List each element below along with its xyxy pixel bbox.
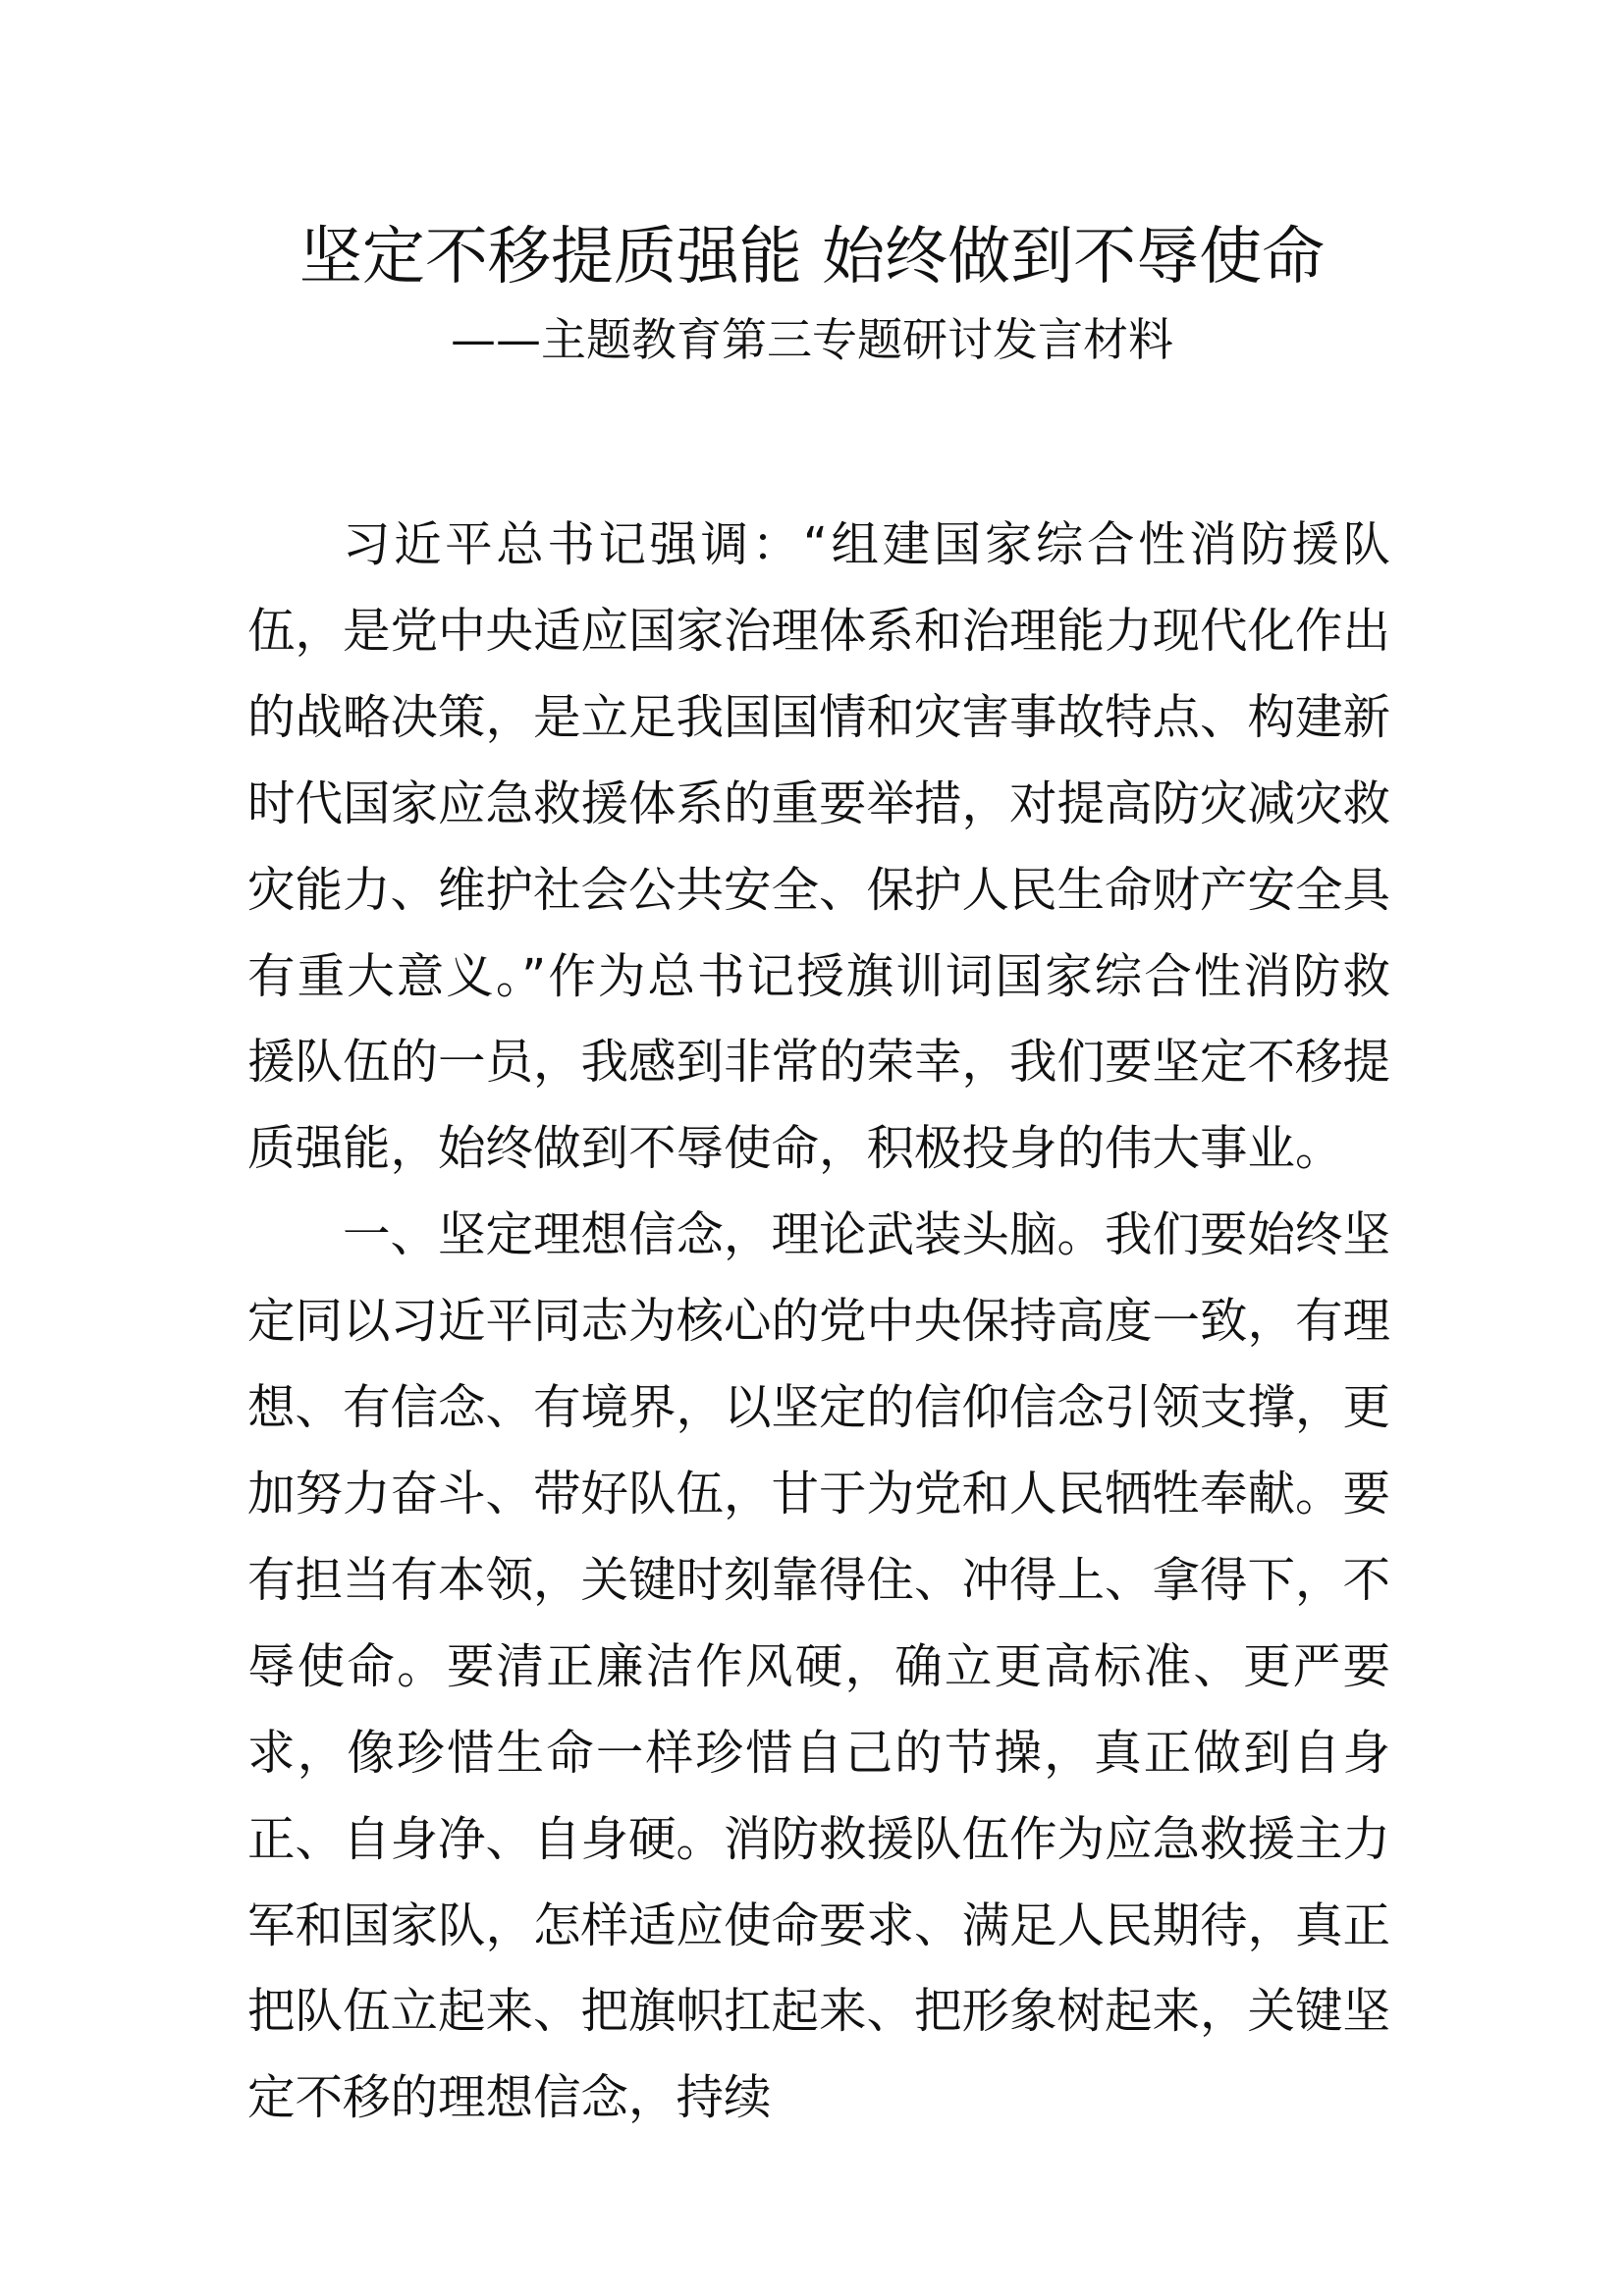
document-title: 坚定不移提质强能 始终做到不辱使命 [298, 221, 1326, 294]
body-paragraph-intro: 习近平总书记强调：“组建国家综合性消防援队伍，是党中央适应国家治理体系和治理能力现代化作出的战略决策，是立足我国国情和灾害事故特点、构建新时代国家应急救援体系的重要举措，对提高防灾减灾救灾能力、维护社会公共安全、保护人民生命财产安全具有重大意义。”作为总书记授旗训词国家综合性消防救援队伍的一员，我感到非常的荣幸，我们要坚定不移提质强能，始终做到不辱使命，积极投身的伟大事业。 [247, 517, 1391, 1177]
document-body [247, 503, 1390, 2142]
document-subtitle: ——主题教育第三专题研讨发言材料 [451, 313, 1173, 366]
body-paragraph-section-one: 一、坚定理想信念，理论武装头脑。我们要始终坚定同以习近平同志为核心的党中央保持高度一致，有理想、有信念、有境界，以坚定的信仰信念引领支撑，更加努力奋斗、带好队伍，甘于为党和人民牺牲奉献。要有担当有本领，关键时刻靠得住、冲得上、拿得下，不辱使命。要清正廉洁作风硬，确立更高标准、更严要求，像珍惜生命一样珍惜自己的节操，真正做到自身正、自身净、自身硬。消防救援队伍作为应急救援主力军和国家队，怎样适应使命要求、满足人民期待，真正把队伍立起来、把旗帜扛起来、把形象树起来，关键坚定不移的理想信念，持续 [247, 1207, 1391, 2126]
